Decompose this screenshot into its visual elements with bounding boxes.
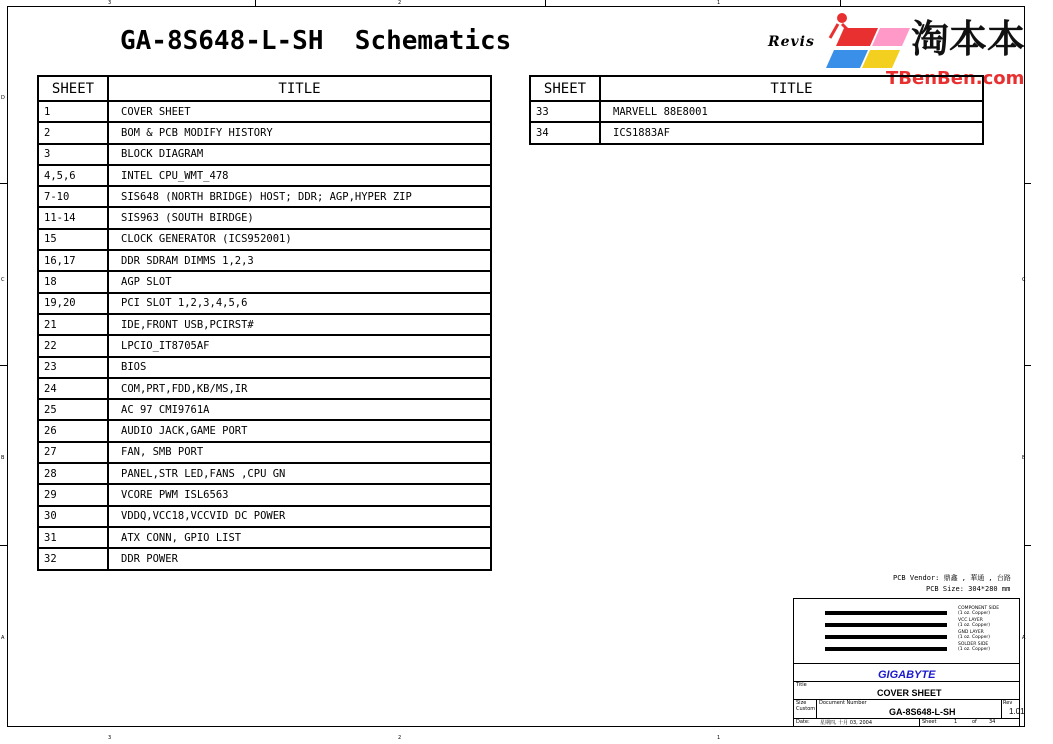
layer-label: COMPONENT SIDE (1 oz. Copper) [958,606,1000,616]
zone-tick [1025,183,1031,184]
zone-label-left: A [1,635,5,641]
title-label: Title [796,682,807,688]
sheet-number: 1 [954,719,958,725]
table-row [38,378,491,399]
table-row [38,548,491,569]
sheet-title: COVER SHEET [877,688,942,698]
sheet-title-cell: AUDIO JACK,GAME PORT [108,420,491,441]
table-row [38,122,491,143]
sheet-title-cell: SIS648 (NORTH BRIDGE) HOST; DDR; AGP,HYPER ZIP [108,186,491,207]
table-header-row [38,76,491,101]
sheet-number-cell: 29 [38,484,108,505]
zone-label-right: C [1022,277,1026,283]
title-column-header: TITLE [600,76,983,101]
zone-label-left: C [1,277,5,283]
table-row [38,506,491,527]
sheet-title-cell: LPCIO_IT8705AF [108,335,491,356]
divider [816,699,817,718]
table-row [38,271,491,292]
sheet-number-cell: 23 [38,357,108,378]
sheet-number-cell: 16,17 [38,250,108,271]
logo-cn-text: 淘本本 [911,17,1026,61]
sheet-title-cell: PCI SLOT 1,2,3,4,5,6 [108,293,491,314]
document-number-label: Document Number [819,700,867,706]
zone-label-top: 3 [108,0,112,6]
sheet-column-header: SHEET [38,76,108,101]
table-row [38,527,491,548]
logo-en-text: TBenBen.com [886,68,1025,89]
zone-tick [840,0,841,6]
sheet-title-cell: COM,PRT,FDD,KB/MS,IR [108,378,491,399]
sheet-index-table-continued [529,75,984,145]
date-value: 星期四, 十月 03, 2004 [820,720,873,726]
title-block [793,598,1025,727]
table-row [530,101,983,122]
sheet-number-cell: 15 [38,229,108,250]
divider [919,718,920,727]
sheet-title-cell: DDR SDRAM DIMMS 1,2,3 [108,250,491,271]
sheet-title-cell: DDR POWER [108,548,491,569]
zone-label-left: B [1,455,5,461]
sheet-number-cell: 26 [38,420,108,441]
zone-label-bottom: 1 [717,735,721,741]
layer-label: VCC LAYER (1 oz. Copper) [958,618,991,628]
sheet-title-cell: BOM & PCB MODIFY HISTORY [108,122,491,143]
sheet-title-cell: PANEL,STR LED,FANS ,CPU GN [108,463,491,484]
zone-label-right: A [1022,635,1026,641]
table-row [38,250,491,271]
sheet-number-cell: 22 [38,335,108,356]
table-row [38,144,491,165]
sheet-total: 34 [989,719,996,725]
document-number: GA-8S648-L-SH [889,707,956,717]
divider [794,663,1019,664]
sheet-index-table [37,75,492,571]
zone-label-right: B [1022,455,1026,461]
sheet-title-cell: ATX CONN, GPIO LIST [108,527,491,548]
date-label: Date: [796,719,810,725]
layer-label: GND LAYER (1 oz. Copper) [958,630,991,640]
zone-label-bottom: 3 [108,735,112,741]
sheet-title-cell: BLOCK DIAGRAM [108,144,491,165]
sheet-number-cell: 19,20 [38,293,108,314]
sheet-number-cell: 3 [38,144,108,165]
table-row [38,293,491,314]
zone-tick [1025,545,1031,546]
zone-tick [1025,365,1031,366]
sheet-number-cell: 7-10 [38,186,108,207]
title-column-header: TITLE [108,76,491,101]
sheet-title-cell: FAN, SMB PORT [108,442,491,463]
sheet-number-cell: 24 [38,378,108,399]
layer-bar [825,623,947,627]
sheet-number-cell: 30 [38,506,108,527]
sheet-number-cell: 11-14 [38,207,108,228]
zone-tick [0,183,7,184]
sheet-number-cell: 2 [38,122,108,143]
rev-value: 1.01 [1009,707,1025,716]
sheet-number-cell: 1 [38,101,108,122]
size-label: Size [796,700,807,706]
table-row [38,186,491,207]
zone-label-bottom: 2 [398,735,402,741]
sheet-column-header: SHEET [530,76,600,101]
divider [1001,699,1002,718]
sheet-title-cell: AC 97 CMI9761A [108,399,491,420]
rev-label: Rev [1003,700,1013,706]
layer-bar [825,635,947,639]
sheet-title-cell: ICS1883AF [600,122,983,143]
sheet-number-cell: 33 [530,101,600,122]
sheet-title-cell: COVER SHEET [108,101,491,122]
sheet-number-cell: 31 [38,527,108,548]
table-row [38,420,491,441]
table-row [38,207,491,228]
sheet-number-cell: 27 [38,442,108,463]
pcb-vendor: PCB Vendor: 鼎鑫 , 華通 , 台路 [893,574,1011,582]
table-row [38,101,491,122]
table-row [38,442,491,463]
table-row [38,314,491,335]
table-header-row [530,76,983,101]
table-row [530,122,983,143]
sheet-number-cell: 4,5,6 [38,165,108,186]
sheet-title-cell: MARVELL 88E8001 [600,101,983,122]
layer-bar [825,611,947,615]
size-value: Custom [796,706,816,712]
revision-heading: Revis [768,34,815,50]
layer-label: SOLDER SIDE (1 oz. Copper) [958,642,991,652]
zone-label-left: D [1,95,5,101]
table-row [38,357,491,378]
table-row [38,484,491,505]
table-row [38,463,491,484]
sheet-label: Sheet [922,719,937,725]
sheet-number-cell: 25 [38,399,108,420]
sheet-title-cell: INTEL CPU_WMT_478 [108,165,491,186]
zone-tick [0,545,7,546]
zone-tick [545,0,546,6]
sheet-title-cell: CLOCK GENERATOR (ICS952001) [108,229,491,250]
sheet-title-cell: SIS963 (SOUTH BIRDGE) [108,207,491,228]
divider [794,681,1019,682]
sheet-title-cell: IDE,FRONT USB,PCIRST# [108,314,491,335]
sheet-title-cell: VDDQ,VCC18,VCCVID DC POWER [108,506,491,527]
layer-bar [825,647,947,651]
zone-label-top: 2 [398,0,402,6]
table-row [38,399,491,420]
sheet-title-cell: VCORE PWM ISL6563 [108,484,491,505]
pcb-size: PCB Size: 304*280 mm [926,585,1011,593]
sheet-number-cell: 28 [38,463,108,484]
sheet-number-cell: 18 [38,271,108,292]
table-row [38,335,491,356]
table-row [38,165,491,186]
sheet-title-cell: BIOS [108,357,491,378]
page-title: GA-8S648-L-SH Schematics [120,26,512,56]
sheet-title-cell: AGP SLOT [108,271,491,292]
company-name: GIGABYTE [878,669,936,681]
zone-label-top: 1 [717,0,721,6]
zone-tick [0,365,7,366]
sheet-number-cell: 21 [38,314,108,335]
zone-tick [255,0,256,6]
sheet-number-cell: 34 [530,122,600,143]
sheet-number-cell: 32 [38,548,108,569]
table-row [38,229,491,250]
of-label: of [972,719,977,725]
